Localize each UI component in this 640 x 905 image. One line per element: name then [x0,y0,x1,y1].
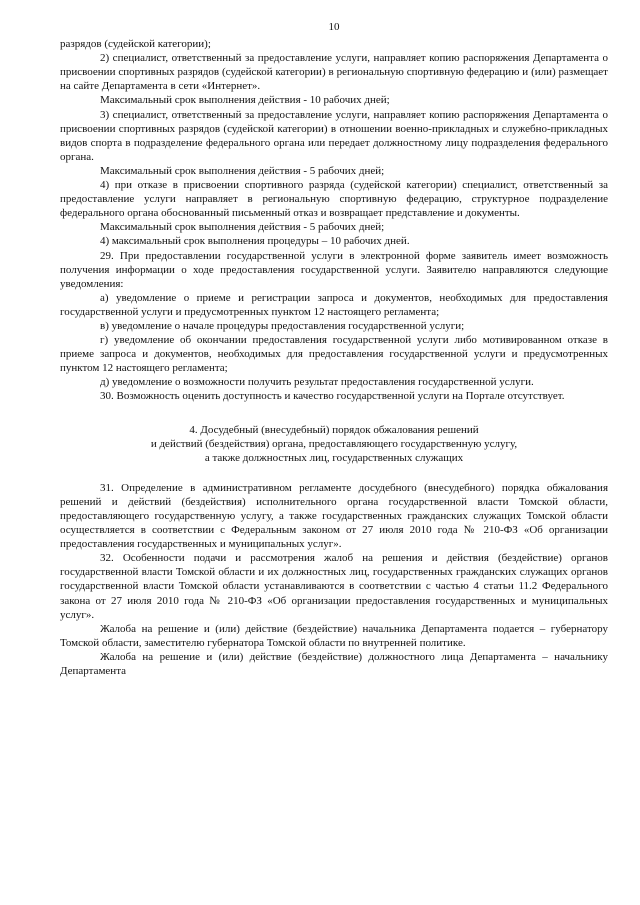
paragraph-q1: 31. Определение в административном регламенте досудебного (внесудебного) порядка обжалования решений и действий (бездействия) исполнительного органа государственной власти Томской области, предоставляющего государственную услугу, а также государственных гражданских служащих Томской области осуществляется в соответствии с Федеральным законом от 27 июля 2010 года № 210-ФЗ «Об организации предоставления государственных и муниципальных услуг». [60,481,608,551]
paragraph-p5: 4) при отказе в присвоении спортивного разряда (судейской категории) специалист, ответственный за предоставление услуги направляет в региональную спортивную федерацию, структурное подразделение федерального органа обоснованный письменный отказ и возвращает представление и документы. [60,179,608,220]
paragraph-q2: 32. Особенности подачи и рассмотрения жалоб на решения и действия (бездействие) органов государственной власти Томской области и их должностных лиц, государственных гражданских служащих органов государственной власти Томской области устанавливаются в соответствии с частью 4 статьи 11.2 Федерального закона от 27 июля 2010 года № 210-ФЗ «Об организации предоставления государственных и муниципальных услуг». [60,552,608,621]
section-heading-line: и действий (бездействия) органа, предоставляющего государственную услугу, [150,437,518,450]
paragraph-p2: Максимальный срок выполнения действия - 10 рабочих дней; [100,94,390,107]
paragraph-p8: 29. При предоставлении государственной услуги в электронной форме заявитель имеет возможность получения информации о ходе предоставления государственной услуги. Заявителю направляются следующие уведомления: [60,249,608,290]
spacer [60,465,608,481]
paragraph-p1: 2) специалист, ответственный за предоставление услуги, направляет копию распоряжения Департамента о присвоении спортивных разрядов (судейской категории) в региональную спортивную федерацию и (или) размещает на сайте Департамента в сети «Интернет». [60,52,608,93]
paragraph-p7: 4) максимальный срок выполнения процедуры – 10 рабочих дней. [100,235,410,248]
document-page [60,20,608,678]
paragraph-p3: 3) специалист, ответственный за предоставление услуги, направляет копию распоряжения Департамента о присвоении спортивных разрядов (судейской категории) в отношении военно-прикладных и служебно-прикладных видов спорта в подразделение федерального органа или передает должностному лицу подразделения федерального органа. [60,108,608,163]
paragraph-p12: д) уведомление о возможности получить результат предоставления государственной услуги. [100,376,534,389]
spacer [60,404,608,423]
paragraph-p4: Максимальный срок выполнения действия - 5 рабочих дней; [100,164,385,177]
paragraph-p10: в) уведомление о начале процедуры предоставления государственной услуги; [100,319,465,332]
paragraph-p6: Максимальный срок выполнения действия - 5 рабочих дней; [100,221,385,234]
page-number: 10 [328,21,340,33]
paragraph-p13: 30. Возможность оценить доступность и качество государственной услуги на Портале отсутствует. [100,390,565,403]
section-heading-line: а также должностных лиц, государственных служащих [204,451,464,464]
paragraph-q4: Жалоба на решение и (или) действие (бездействие) должностного лица Департамента – начальнику Департамента [60,650,608,678]
section-heading-line: 4. Досудебный (внесудебный) порядок обжалования решений [189,423,479,436]
section-heading [60,423,608,465]
paragraph-p11: г) уведомление об окончании предоставления государственной услуги либо мотивированном отказе в приеме запроса и документов, необходимых для предоставления государственной услуги и предусмотренных пунктом 12 настоящего регламента; [60,334,608,375]
paragraph-p9: а) уведомление о приеме и регистрации запроса и документов, необходимых для предоставления государственной услуги и предусмотренных пунктом 12 настоящего регламента; [60,291,608,318]
paragraphs-top [60,37,608,403]
paragraphs-bottom [60,481,608,678]
paragraph-p0: разрядов (судейской категории); [60,38,211,51]
paragraph-q3: Жалоба на решение и (или) действие (бездействие) начальника Департамента подается – губернатору Томской области, заместителю губернатора Томской области по внутренней политике. [60,622,608,649]
